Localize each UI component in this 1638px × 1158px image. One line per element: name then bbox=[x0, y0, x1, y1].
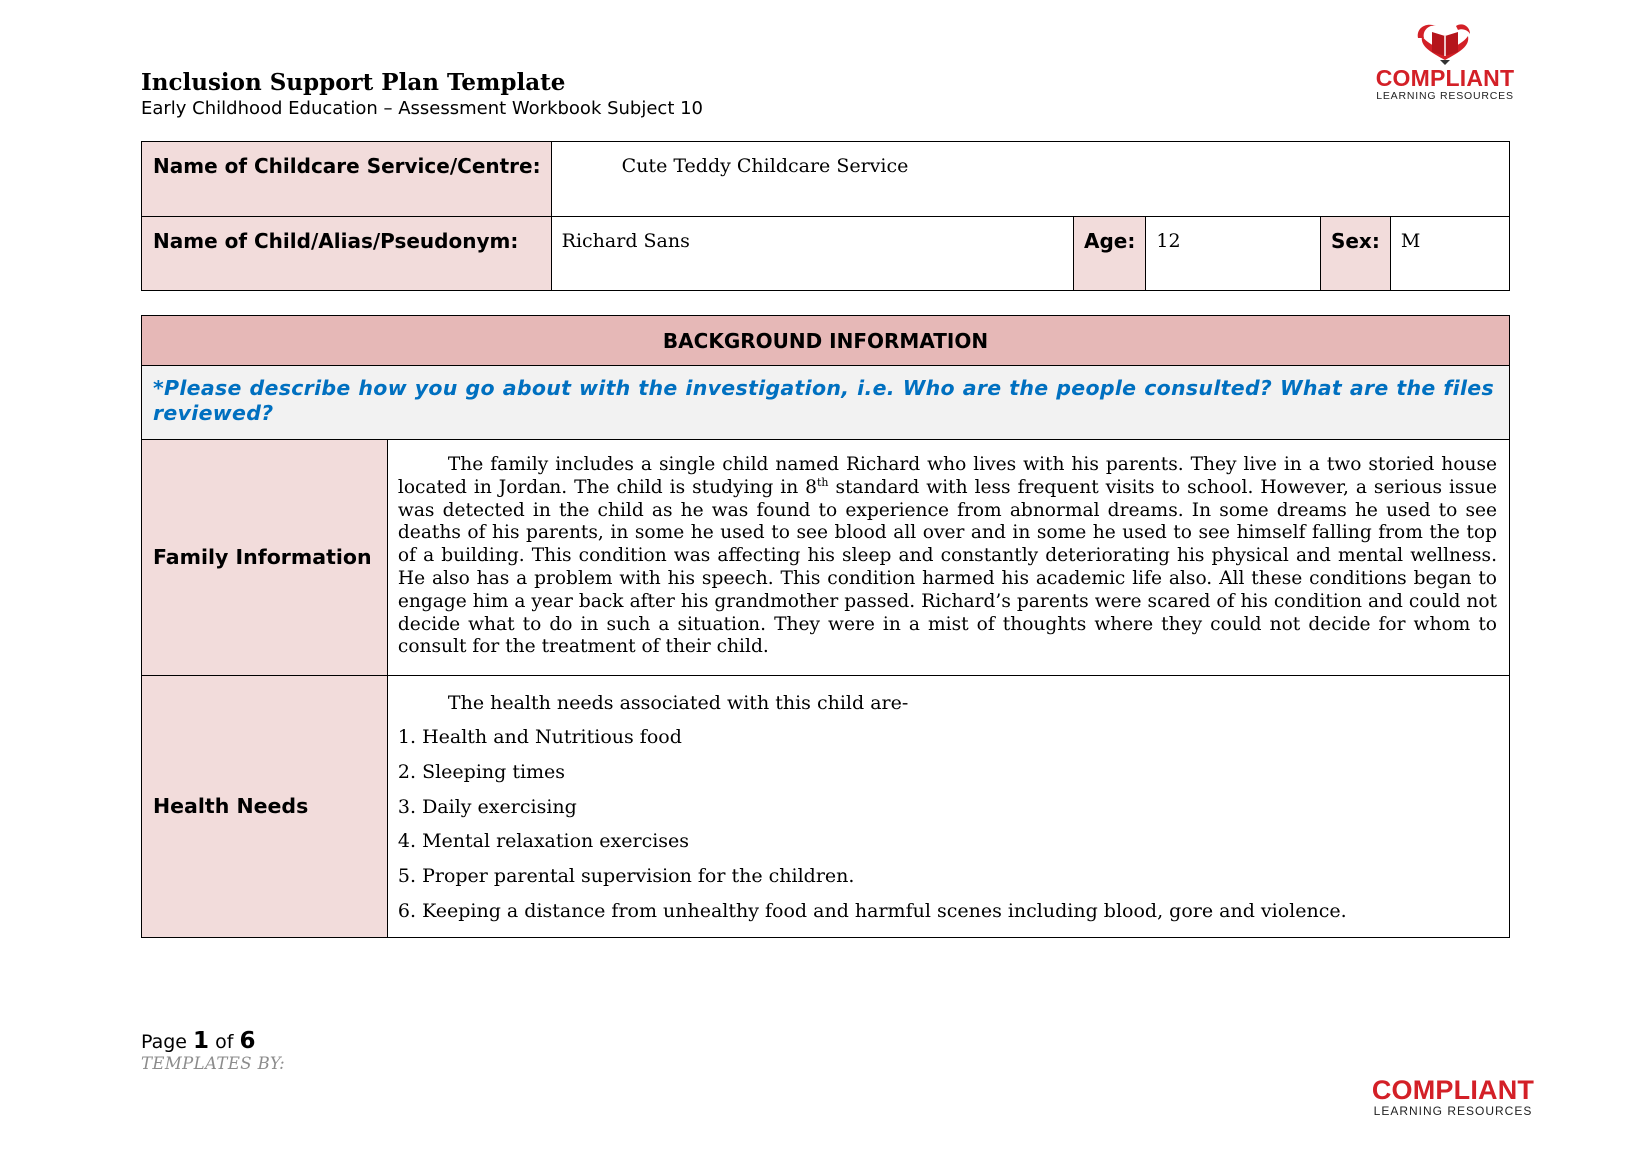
family-text-part-2: standard with less frequent visits to school. However, a serious issue was detected in the child as he was found to experience from abnormal dreams. In some dreams he used to see deaths of his parents, in some he used to see blood all over and in some he used to see himself falling from the top of a building. This condition was affecting his sleep and constantly deteriorating his physical and mental wellness. He also has a problem with his speech. This condition harmed his academic life also. All these conditions began to engage him a year back after his grandmother passed. Richard’s parents were scared of his condition and could not decide what to do in such a situation. They were in a mist of thoughts where they could not decide for whom to consult for the treatment of their child. bbox=[397, 476, 1497, 658]
age-label: Age: bbox=[1074, 217, 1146, 291]
centre-row bbox=[142, 142, 1510, 217]
health-intro-text: The health needs associated with this child are- bbox=[447, 692, 909, 714]
page-current: 1 bbox=[193, 1028, 210, 1054]
centre-label: Name of Childcare Service/Centre: bbox=[142, 142, 552, 217]
logo-tagline: LEARNING RESOURCES bbox=[1376, 90, 1514, 102]
page-footer bbox=[141, 1029, 285, 1074]
sex-label: Sex: bbox=[1320, 217, 1390, 291]
investigation-prompt: *Please describe how you go about with the investigation, i.e. Who are the people consulted? What are the files reviewed? bbox=[142, 366, 1510, 440]
child-name-value: Richard Sans bbox=[551, 217, 1073, 291]
list-item: 5. Proper parental supervision for the children. bbox=[397, 865, 855, 888]
document-title: Inclusion Support Plan Template bbox=[141, 69, 566, 96]
background-information-table bbox=[141, 315, 1510, 938]
compliant-logo-header bbox=[1370, 20, 1520, 102]
age-value: 12 bbox=[1146, 217, 1321, 291]
of-word: of bbox=[215, 1031, 234, 1053]
list-item: 2. Sleeping times bbox=[397, 760, 566, 783]
document-subtitle: Early Childhood Education – Assessment Workbook Subject 10 bbox=[141, 98, 704, 119]
family-text-superscript: th bbox=[817, 475, 829, 489]
list-item: 4. Mental relaxation exercises bbox=[397, 830, 690, 853]
book-heart-icon bbox=[1412, 20, 1478, 66]
compliant-logo-footer bbox=[1368, 1076, 1538, 1118]
family-information-row bbox=[142, 440, 1510, 676]
child-details-table bbox=[141, 141, 1510, 291]
list-item: 3. Daily exercising bbox=[397, 795, 577, 818]
health-needs-content bbox=[387, 676, 1509, 938]
page-number bbox=[141, 1029, 285, 1054]
page-word: Page bbox=[141, 1031, 187, 1053]
templates-by-label: TEMPLATES BY: bbox=[141, 1054, 286, 1073]
child-row bbox=[142, 217, 1510, 291]
family-information-label: Family Information bbox=[142, 440, 388, 676]
family-information-text bbox=[387, 440, 1509, 676]
background-heading: BACKGROUND INFORMATION bbox=[142, 316, 1510, 366]
family-text-part-1: The family includes a single child named Richard who lives with his parents. They live in a two storied house located in Jordan. The child is studying in 8 bbox=[397, 454, 1497, 498]
footer-logo-tagline: LEARNING RESOURCES bbox=[1373, 1104, 1533, 1118]
centre-value: Cute Teddy Childcare Service bbox=[551, 142, 1509, 217]
page-total: 6 bbox=[239, 1028, 256, 1054]
list-item: 6. Keeping a distance from unhealthy food and harmful scenes including blood, gore and violence. bbox=[397, 899, 1347, 922]
logo-wordmark: COMPLIANT bbox=[1375, 65, 1515, 91]
health-needs-list bbox=[398, 720, 1497, 929]
background-prompt-row bbox=[142, 366, 1510, 440]
document-header bbox=[141, 68, 703, 120]
health-needs-label: Health Needs bbox=[142, 676, 388, 938]
child-name-label: Name of Child/Alias/Pseudonym: bbox=[142, 217, 552, 291]
background-heading-row bbox=[142, 316, 1510, 366]
list-item: 1. Health and Nutritious food bbox=[397, 726, 682, 748]
footer-logo-wordmark: COMPLIANT bbox=[1371, 1075, 1535, 1105]
health-needs-intro bbox=[398, 686, 1497, 720]
health-needs-row bbox=[142, 676, 1510, 938]
sex-value: M bbox=[1390, 217, 1509, 291]
